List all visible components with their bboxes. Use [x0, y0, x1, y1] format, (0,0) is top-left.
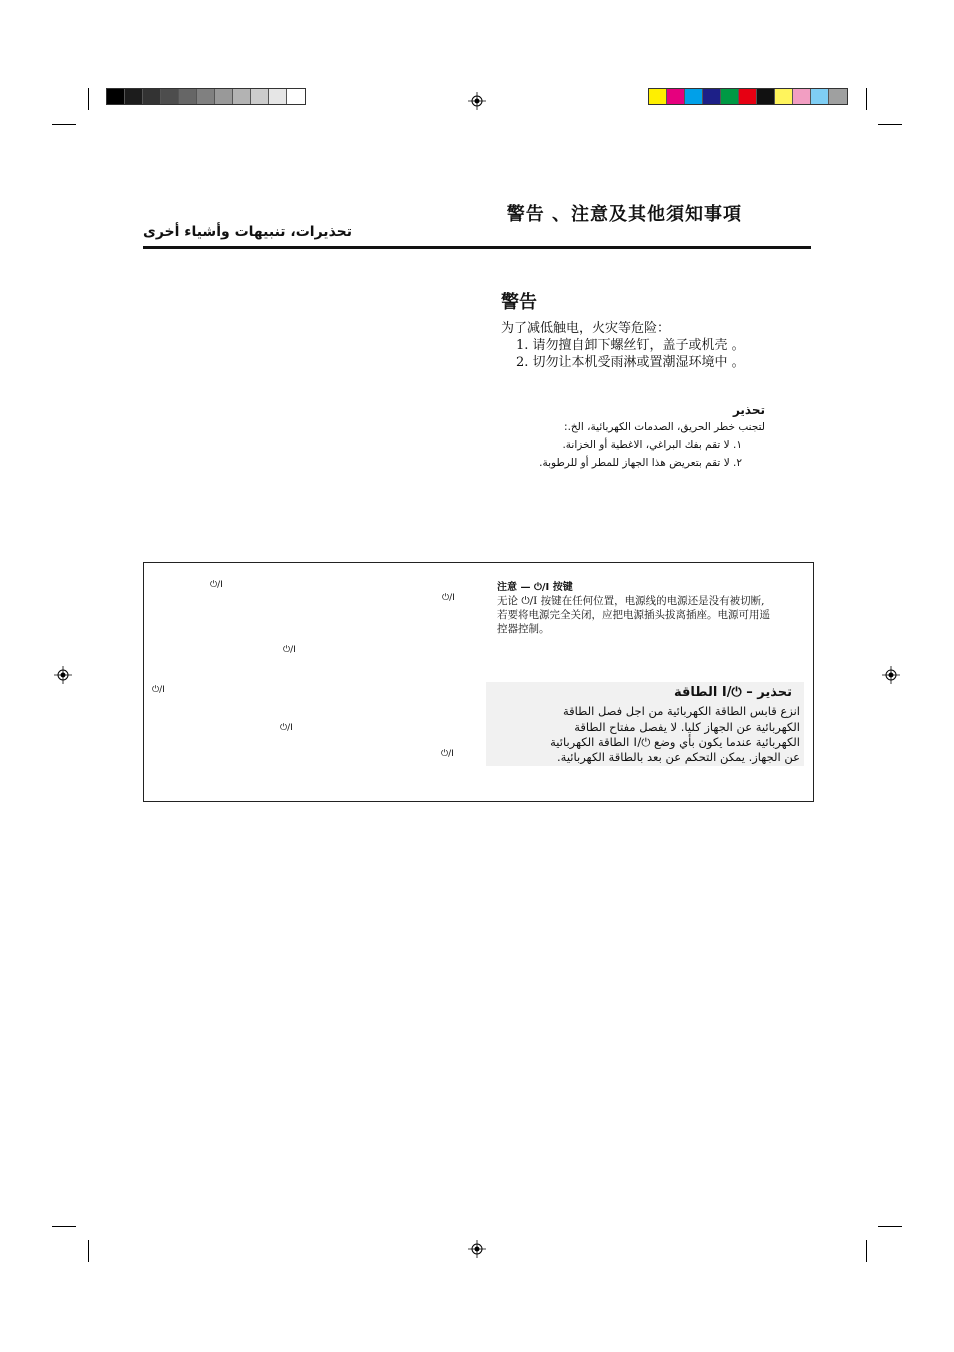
warning-intro-chinese: 为了减低触电，火灾等危险：: [501, 321, 671, 336]
warning-heading-chinese: 警告: [501, 292, 537, 313]
warning-intro-arabic: لتجنب خطر الحريق، الصدمات الكهربائية، الخ.:: [564, 421, 765, 433]
color-swatch: [667, 89, 685, 104]
registration-mark-icon: [54, 666, 72, 684]
color-swatch: [287, 89, 305, 104]
caution-line-chinese: 若要将电源完全关闭，应把电源插头拔离插座。电源可用遥: [497, 609, 770, 621]
warning-item-arabic: ٢. لا تقم بتعريض هذا الجهاز للمطر أو للرطوبة.: [539, 457, 742, 469]
color-swatch: [793, 89, 811, 104]
crop-mark: [866, 1240, 867, 1262]
caution-heading-arabic: تحذير – ⏻/I الطاقة: [674, 685, 792, 700]
warning-heading-arabic: تحذير: [732, 403, 765, 417]
color-swatch: [811, 89, 829, 104]
warning-item-arabic: ١. لا تقم بفك البراغي، الاغطية أو الخزانة.: [562, 439, 742, 451]
crop-mark: [52, 1226, 76, 1227]
caution-heading-chinese: 注意 — ⏻/I 按键: [497, 582, 573, 593]
caution-line-arabic: عن الجهاز. يمكن التحكم عن بعد بالطاقة الكهربائية.: [557, 750, 800, 764]
crop-mark: [88, 1240, 89, 1262]
color-swatch: [125, 89, 143, 104]
color-swatch: [685, 89, 703, 104]
caution-line-chinese: 无论 ⏻/I 按键在任何位置，电源线的电源还是没有被切断,: [497, 595, 765, 607]
color-swatch: [757, 89, 775, 104]
color-swatch: [251, 89, 269, 104]
color-swatch: [269, 89, 287, 104]
caution-panel-arabic: [486, 682, 804, 766]
caution-line-arabic: انزع قابس الطاقة الكهربائية من اجل فصل الطاقة: [563, 704, 800, 718]
color-swatch: [829, 89, 847, 104]
color-swatch: [215, 89, 233, 104]
power-symbol-icon: ⏻/I: [152, 685, 165, 695]
power-symbol-icon: ⏻/I: [441, 749, 454, 759]
color-swatch: [649, 89, 667, 104]
color-swatch: [107, 89, 125, 104]
power-symbol-icon: ⏻/I: [280, 723, 293, 733]
registration-mark-icon: [468, 1240, 486, 1258]
power-symbol-icon: ⏻/I: [442, 593, 455, 603]
color-swatch: [143, 89, 161, 104]
color-swatch: [739, 89, 757, 104]
registration-mark-icon: [882, 666, 900, 684]
page-title-arabic: تحذيرات، تنبيهات وأشياء أخرى: [143, 224, 353, 240]
registration-mark-icon: [468, 92, 486, 110]
color-swatch: [161, 89, 179, 104]
color-swatch: [721, 89, 739, 104]
grayscale-bar: [106, 88, 306, 105]
power-symbol-icon: ⏻/I: [210, 580, 223, 590]
color-swatch: [703, 89, 721, 104]
crop-mark: [878, 1226, 902, 1227]
caution-line-arabic: الكهربائية عندما يكون بأي وضع ⏻/I الطاقة الكهربائية: [550, 735, 800, 749]
warning-item-chinese: 1. 请勿擅自卸下螺丝钉，盖子或机壳 。: [516, 338, 745, 353]
heading-divider: [143, 246, 811, 249]
crop-mark: [52, 124, 76, 125]
warning-item-chinese: 2. 切勿让本机受雨淋或置潮湿环境中 。: [516, 355, 745, 370]
color-calibration-bar: [648, 88, 848, 105]
power-symbol-icon: ⏻/I: [283, 645, 296, 655]
color-swatch: [197, 89, 215, 104]
crop-mark: [88, 88, 89, 110]
caution-line-chinese: 控器控制。: [497, 623, 550, 635]
color-swatch: [233, 89, 251, 104]
crop-mark: [878, 124, 902, 125]
color-swatch: [775, 89, 793, 104]
crop-mark: [866, 88, 867, 110]
caution-line-arabic: الكهربائية عن الجهاز كليا. لا يفصل مفتاح الطاقة: [574, 720, 800, 734]
color-swatch: [179, 89, 197, 104]
page-title-chinese: 警告 、注意及其他須知事項: [506, 204, 742, 225]
